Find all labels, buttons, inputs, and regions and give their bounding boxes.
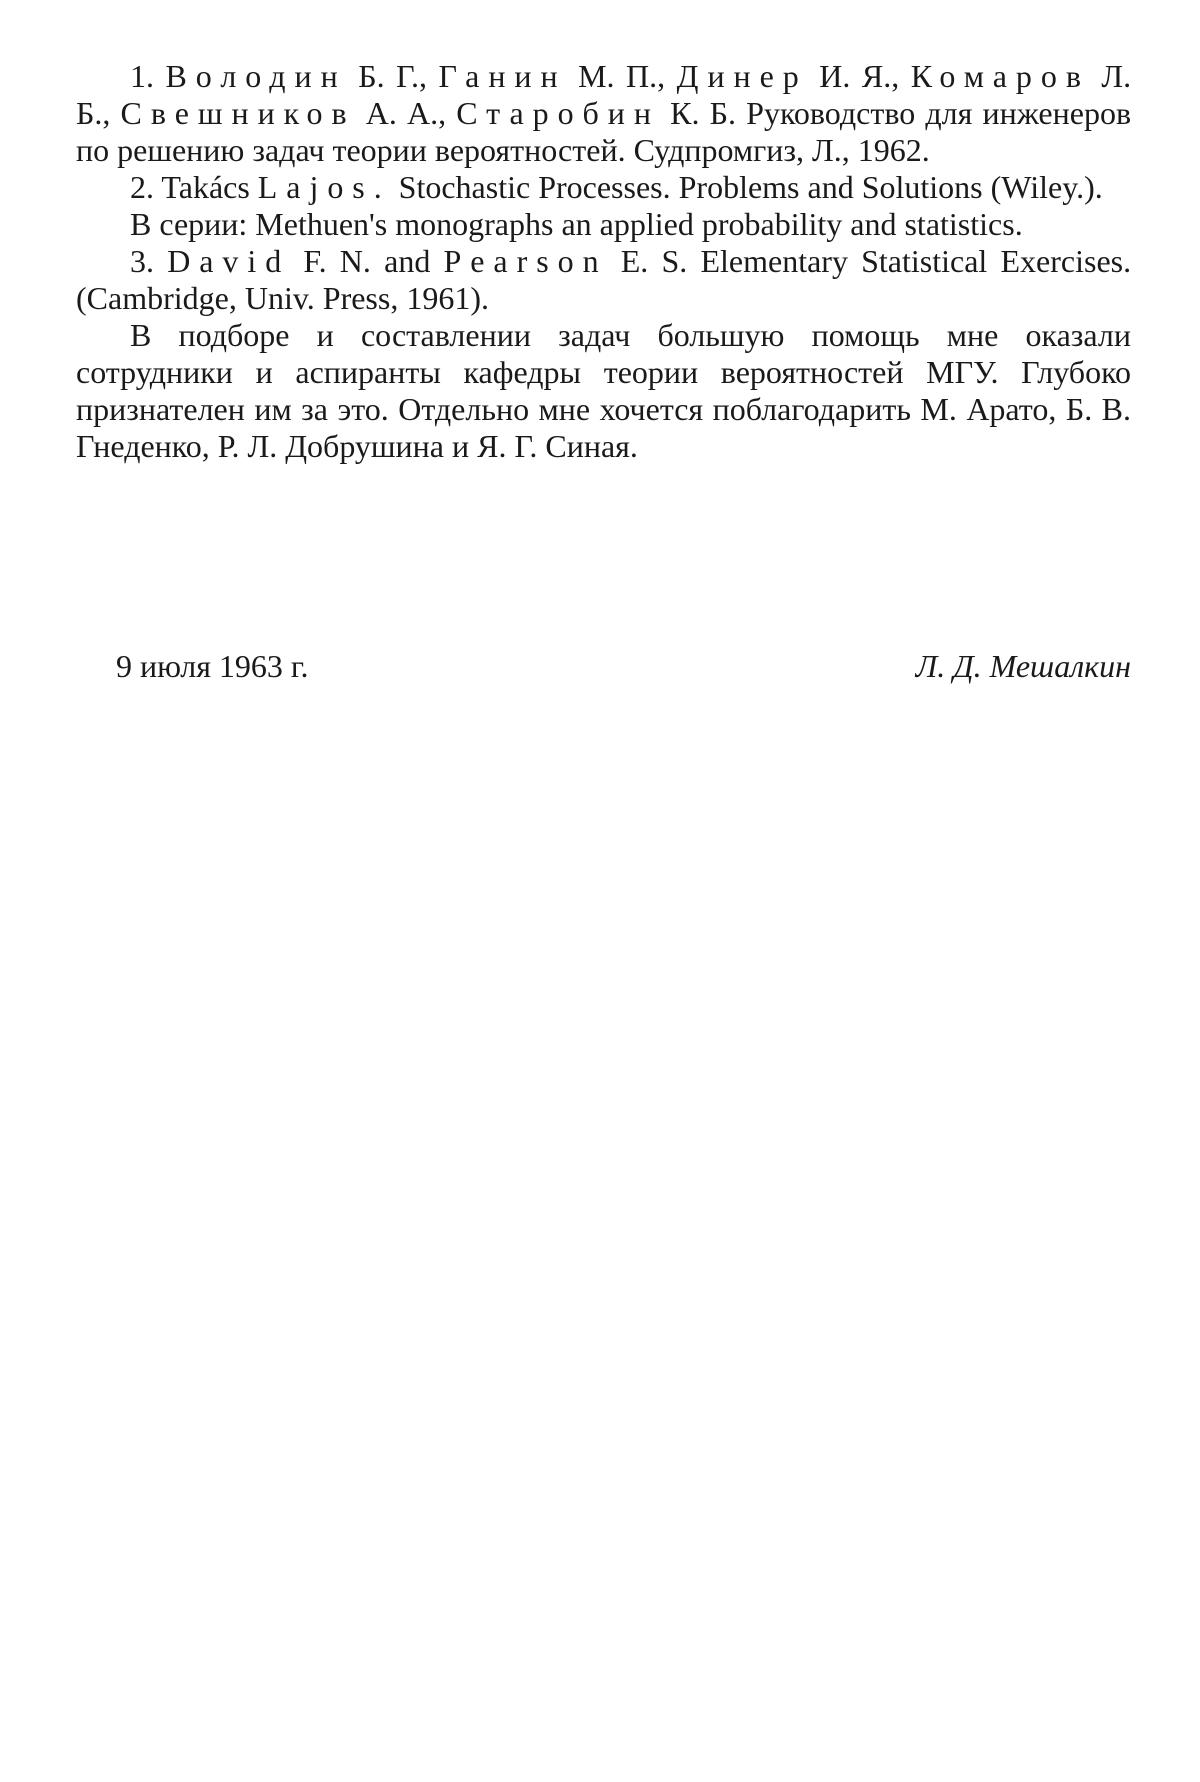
author-initials: А. А.,: [365, 95, 447, 131]
author-surname: Старобин: [456, 95, 660, 131]
author-initials: Л. Б.,: [76, 58, 1132, 131]
reference-2: [76, 169, 1131, 206]
author-initials: E. S.: [620, 243, 688, 279]
author-surname: Свешников: [120, 95, 356, 131]
author-surname: Pearson: [443, 243, 608, 279]
author-surname: Динер: [676, 58, 808, 94]
references-block: [76, 58, 1131, 465]
author-surname: Ганин: [438, 58, 567, 94]
series-note: [76, 206, 1131, 243]
author-initials: Б. Г.,: [358, 58, 427, 94]
reference-3: [76, 243, 1131, 317]
reference-number: 2.: [130, 169, 154, 205]
series-text: В серии: Methuen's monographs an applied probability and statistics.: [130, 206, 1023, 242]
author-initials: И. Я.,: [819, 58, 900, 94]
author-signature: Л. Д. Мешалкин: [915, 648, 1131, 684]
acknowledgment-paragraph: В подборе и составлении задач большую помощь мне оказали сотрудники и аспиранты кафедры теории вероятностей МГУ. Глубоко признателен им за это. Отдельно мне хочется поблагодарить М. Арато, Б. В. Гнеденко, Р. Л. Добрушина и Я. Г. Синая.: [76, 317, 1131, 464]
author-surname: Lajos.: [257, 169, 391, 205]
author-surname: Володин: [165, 58, 347, 94]
author-initials: F. N.: [303, 243, 371, 279]
footer-date: 9 июля 1963 г.: [116, 648, 309, 684]
reference-title: Elementary Statistical Exercises. (Cambridge, Univ. Press, 1961).: [76, 243, 1132, 316]
author-surname: David: [167, 243, 291, 279]
author-initials: К. Б.: [670, 95, 736, 131]
reference-number: 1.: [130, 58, 154, 94]
author-prefix: Takács: [161, 169, 250, 205]
author-connector: and: [384, 243, 431, 279]
reference-1: [76, 58, 1131, 169]
author-surname: Комаров: [910, 58, 1090, 94]
reference-title: Stochastic Processes. Problems and Solutions (Wiley.).: [398, 169, 1103, 205]
author-initials: М. П.,: [578, 58, 666, 94]
reference-title: Руководство для инженеров по решению задач теории вероятностей. Судпромгиз, Л., 1962.: [76, 95, 1132, 168]
reference-number: 3.: [130, 243, 154, 279]
